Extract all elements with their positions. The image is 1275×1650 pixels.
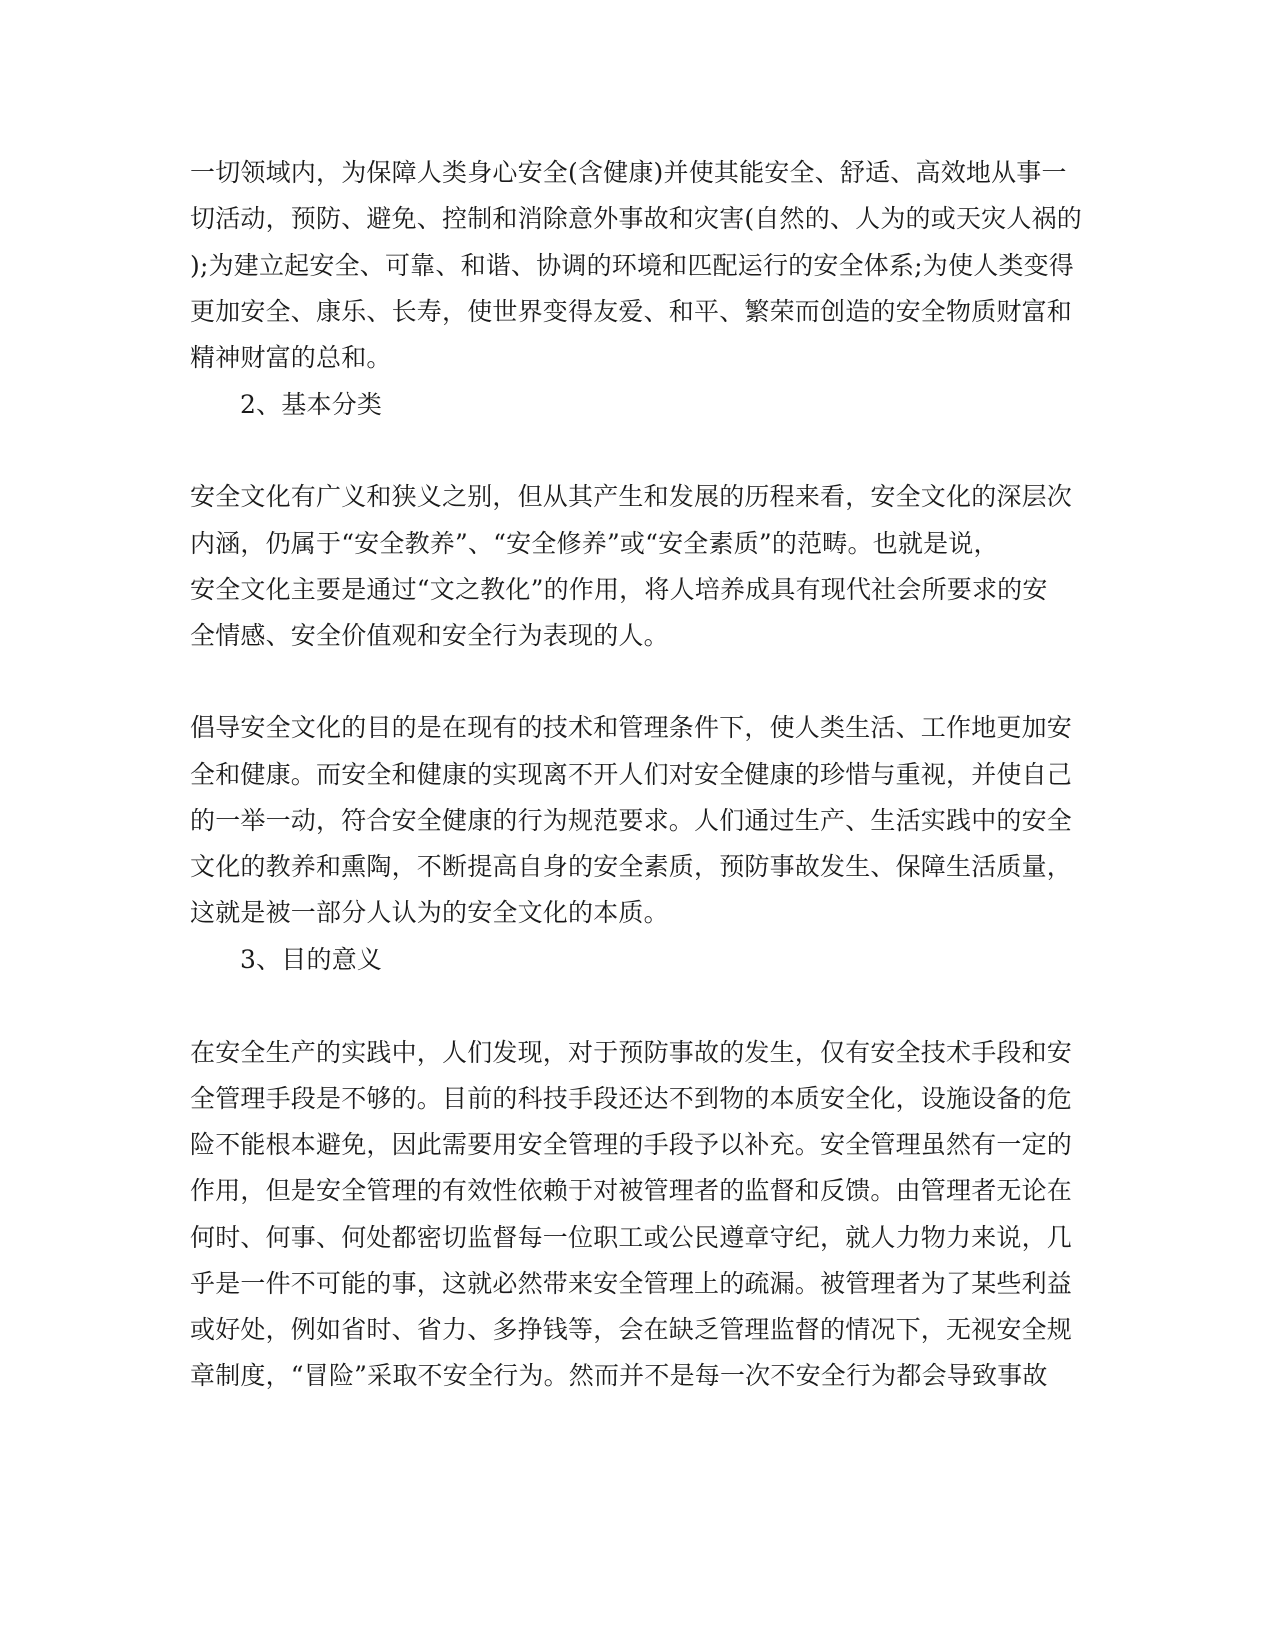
paragraph-line: 何时、何事、何处都密切监督每一位职工或公民遵章守纪，就人力物力来说，几 bbox=[190, 1223, 1073, 1252]
paragraph-line: 的一举一动，符合安全健康的行为规范要求。人们通过生产、生活实践中的安全 bbox=[190, 806, 1073, 835]
paragraph-line: 全管理手段是不够的。目前的科技手段还达不到物的本质安全化，设施设备的危 bbox=[190, 1084, 1073, 1113]
section-heading-2: 2、基本分类 bbox=[240, 390, 383, 419]
paragraph-line: 倡导安全文化的目的是在现有的技术和管理条件下，使人类生活、工作地更加安 bbox=[190, 713, 1073, 742]
intro-line: 精神财富的总和。 bbox=[190, 343, 392, 372]
intro-line: 更加安全、康乐、长寿，使世界变得友爱、和平、繁荣而创造的安全物质财富和 bbox=[190, 297, 1073, 326]
paragraph-line: 文化的教养和熏陶，不断提高自身的安全素质，预防事故发生、保障生活质量， bbox=[190, 852, 1073, 881]
paragraph-line: 全和健康。而安全和健康的实现离不开人们对安全健康的珍惜与重视，并使自己 bbox=[190, 760, 1073, 789]
paragraph-line: 安全文化有广义和狭义之别，但从其产生和发展的历程来看，安全文化的深层次 bbox=[190, 482, 1073, 511]
paragraph-line: 或好处，例如省时、省力、多挣钱等，会在缺乏管理监督的情况下，无视安全规 bbox=[190, 1315, 1073, 1344]
paragraph-line: 章制度，“冒险”采取不安全行为。然而并不是每一次不安全行为都会导致事故 bbox=[190, 1361, 1048, 1390]
intro-line: );为建立起安全、可靠、和谐、协调的环境和匹配运行的安全体系;为使人类变得 bbox=[190, 251, 1075, 280]
intro-line: 切活动，预防、避免、控制和消除意外事故和灾害(自然的、人为的或天灾人祸的 bbox=[190, 204, 1082, 233]
paragraph-line: 险不能根本避免，因此需要用安全管理的手段予以补充。安全管理虽然有一定的 bbox=[190, 1130, 1073, 1159]
section-heading-3: 3、目的意义 bbox=[240, 945, 383, 974]
paragraph-line: 这就是被一部分人认为的安全文化的本质。 bbox=[190, 898, 669, 927]
paragraph-line: 乎是一件不可能的事，这就必然带来安全管理上的疏漏。被管理者为了某些利益 bbox=[190, 1269, 1073, 1298]
paragraph-line: 作用，但是安全管理的有效性依赖于对被管理者的监督和反馈。由管理者无论在 bbox=[190, 1176, 1073, 1205]
paragraph-line: 内涵，仍属于“安全教养”、“安全修养”或“安全素质”的范畴。也就是说， bbox=[190, 529, 999, 558]
paragraph-line: 全情感、安全价值观和安全行为表现的人。 bbox=[190, 621, 669, 650]
paragraph-line: 安全文化主要是通过“文之教化”的作用，将人培养成具有现代社会所要求的安 bbox=[190, 575, 1048, 604]
paragraph-line: 在安全生产的实践中，人们发现，对于预防事故的发生，仅有安全技术手段和安 bbox=[190, 1038, 1073, 1067]
intro-line: 一切领域内，为保障人类身心安全(含健康)并使其能安全、舒适、高效地从事一 bbox=[190, 158, 1067, 187]
